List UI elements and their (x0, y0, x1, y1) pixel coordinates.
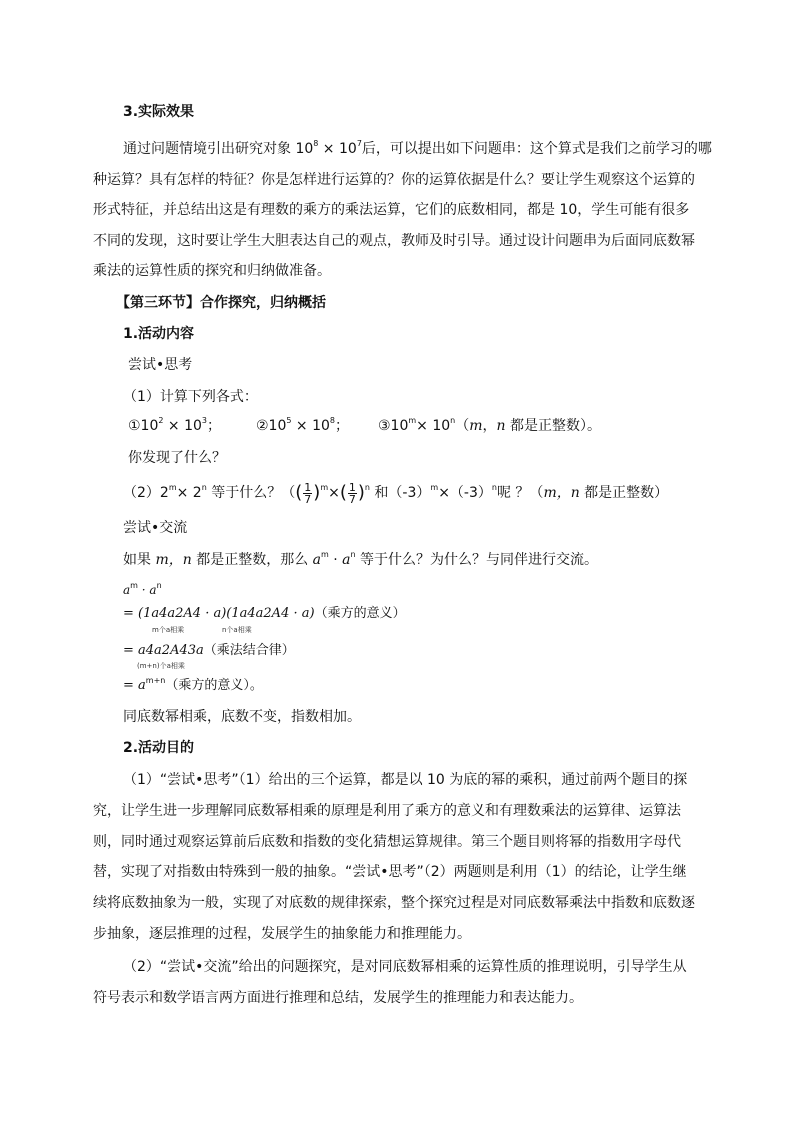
fraction-one-seventh: $\frac{1}{7}$ (304, 480, 312, 506)
close-paren: ) (357, 482, 365, 503)
section-heading-actual-effect: 3.实际效果 (123, 104, 195, 120)
paragraph-line: 究，让学生进一步理解同底数幂相乘的原理是利用了乘方的意义和有理数乘法的运算律、运算法 (93, 803, 681, 819)
rule-statement: 同底数幂相乘，底数不变，指数相加。 (123, 709, 361, 725)
open-paren: ( (295, 482, 303, 503)
paragraph-line: 步抽象，逐层推理的过程，发展学生的抽象能力和推理能力。 (93, 926, 471, 942)
paragraph-line: 乘法的运算性质的探究和归纳做准备。 (93, 263, 331, 279)
paragraph-line: 种运算？具有怎样的特征？你是怎样进行运算的？你的运算依据是什么？要让学生观察这个运算的 (93, 172, 695, 188)
derivation-line-2: = (1a4a2A4 · a)(1a4a2A4 · a)（乘方的意义） (123, 606, 406, 621)
derivation-line-3: = a4a2A43a（乘法结合律） (123, 643, 295, 658)
try-think-label: 尝试•思考 (128, 357, 193, 373)
question1-item-c: $③10^m\times 10^n(m$，n 都是正整数）。 (378, 416, 602, 434)
activity-purpose-heading: 2.活动目的 (123, 740, 195, 756)
paragraph-line: 不同的发现，这时要让学生大胆表达自己的观点，教师及时引导。通过设计问题串为后面同底数幂 (93, 233, 695, 249)
paragraph-line: 符号表示和数学语言两方面进行推理和总结，发展学生的推理能力和表达能力。 (93, 990, 583, 1006)
derivation-line-1: $a^m \cdot a^n$ (123, 581, 162, 597)
fraction-one-seventh: $\frac{1}{7}$ (348, 480, 356, 506)
derivation-underbrace-label: (m+n)个a相乘 (137, 662, 185, 670)
found-question: 你发现了什么？ (128, 450, 226, 466)
question1-intro: （1）计算下列各式： (123, 389, 258, 405)
times-sign: × (328, 485, 340, 501)
paragraph-line: （1）“尝试•思考”（1）给出的三个运算，都是以 10 为底的幂的乘积，通过前两个题目的探 (123, 772, 688, 788)
question1-item-b: $②10^5 \times 10^8$； (256, 416, 350, 434)
open-paren: ( (339, 482, 347, 503)
derivation-underbrace-label: m个a相乘 (152, 626, 185, 634)
exchange-question: 如果 m，n 都是正整数，那么 $a^m \cdot a^n$ 等于什么？为什么？与同伴进行交流。 (123, 550, 599, 568)
link3-title: 【第三环节】合作探究，归纳概括 (116, 295, 326, 311)
question1-item-a: $①10^2 \times 10^3$； (128, 416, 222, 434)
paragraph-line: 替，实现了对指数由特殊到一般的抽象。“尝试•思考”（2）两题则是利用（1）的结论，让学生继 (93, 864, 687, 880)
try-exchange-label: 尝试•交流 (123, 520, 188, 536)
paragraph-line: 则，同时通过观察运算前后底数和指数的变化猜想运算规律。第三个题目则将幂的指数用字母代 (93, 834, 681, 850)
derivation-line-4: = $a^{m+n}$（乘方的意义）。 (123, 675, 263, 693)
derivation-underbrace-label: n个a相乘 (222, 626, 252, 634)
paragraph-line: 续将底数抽象为一般，实现了对底数的规律探索，整个探究过程是对同底数幂乘法中指数和底数逐 (93, 895, 695, 911)
paragraph-line: （2）“尝试•交流”给出的问题探究，是对同底数幂相乘的运算性质的推理说明，引导学生从 (123, 959, 687, 975)
question2-line: $(2)2^m\times 2^n$ 等于什么？（( $\frac{1}{7}$ )$^m$×( $\frac{1}{7}$ )$^n$ 和$(-3)^m\times(-3)^n$呢 ？（m，n 都是正整数） (123, 480, 669, 506)
close-paren: ) (313, 482, 321, 503)
paragraph-line: 通过问题情境引出研究对象 $10^8 \times 10^7$后，可以提出如下问题串：这个算式是我们之前学习的哪 (123, 139, 712, 157)
paragraph-line: 形式特征，并总结出这是有理数的乘方的乘法运算，它们的底数相同，都是 10，学生可能有很多 (93, 202, 690, 218)
activity-content-heading: 1.活动内容 (123, 326, 195, 342)
